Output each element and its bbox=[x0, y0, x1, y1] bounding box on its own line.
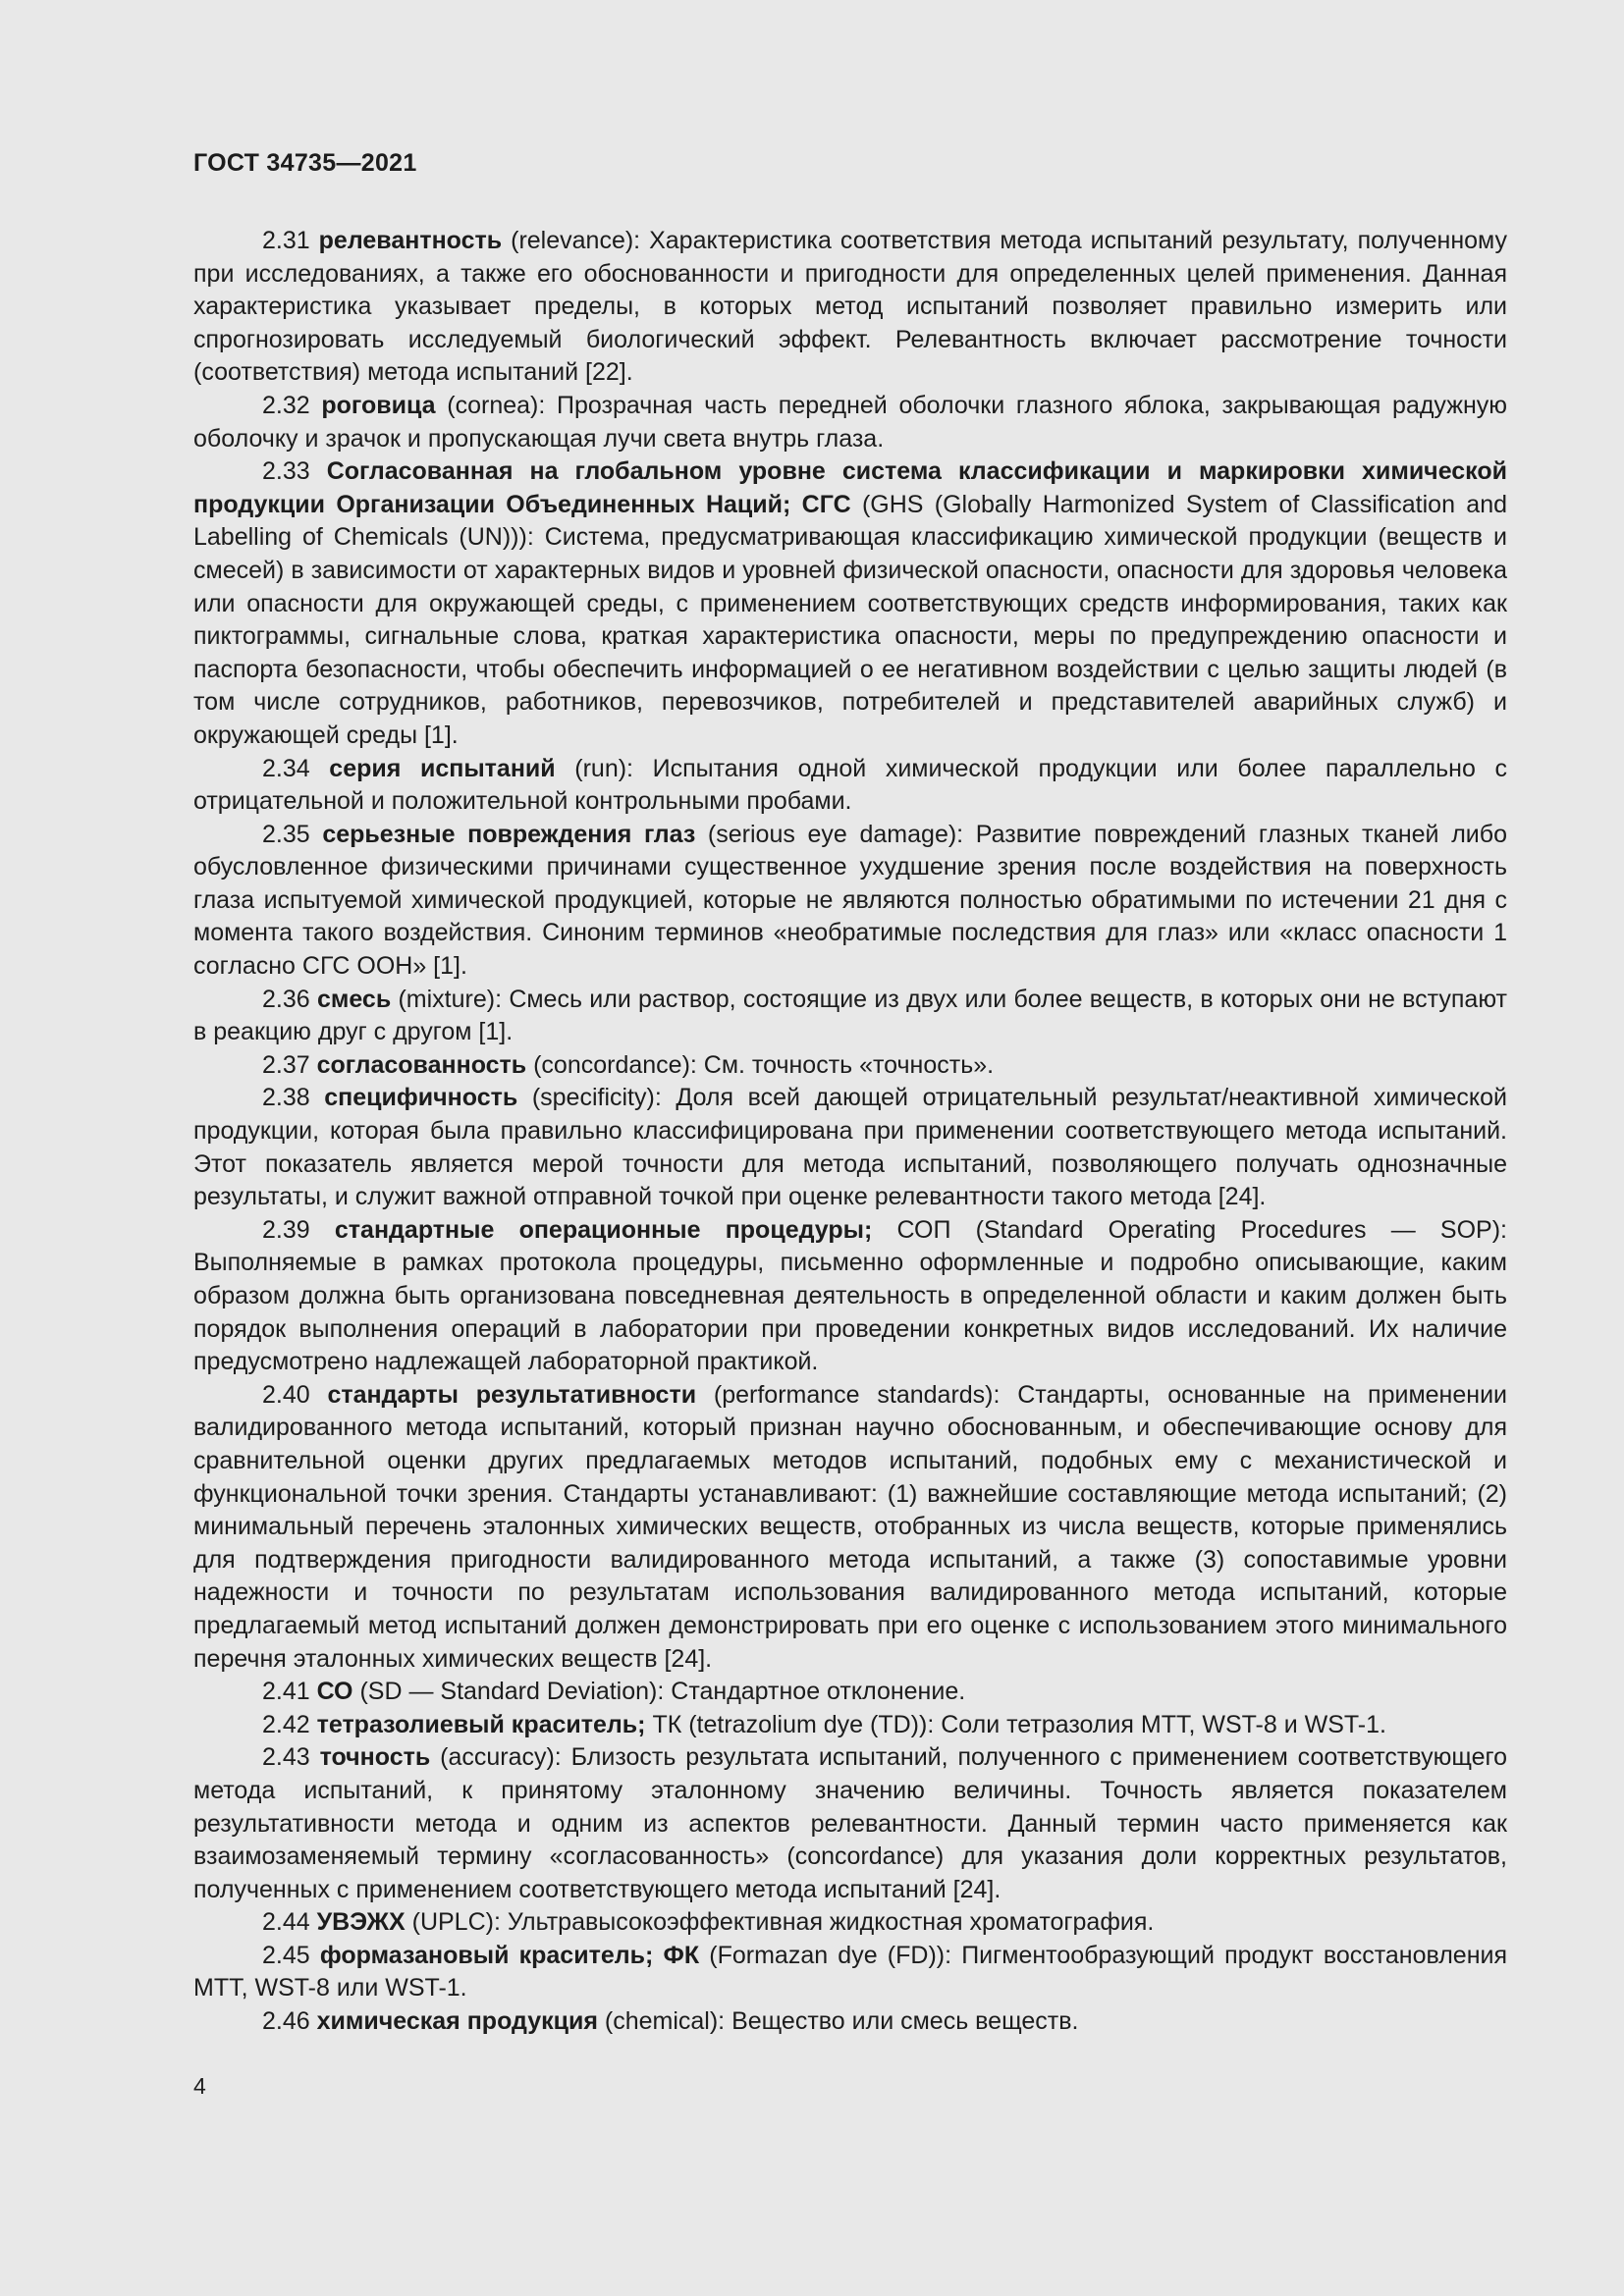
entry-term: точность bbox=[319, 1743, 431, 1772]
entry-number: 2.39 bbox=[262, 1215, 310, 1244]
entry-definition: (mixture): Смесь или раствор, состоящие из двух или более веществ, в которых они не вступают в реакцию друг с другом [1]. bbox=[193, 985, 1507, 1046]
entry-number: 2.36 bbox=[262, 985, 310, 1013]
entry-number: 2.43 bbox=[262, 1743, 310, 1772]
entry-definition: (serious eye damage): Развитие повреждений глазных тканей либо обусловленное физическими причинами существенное ухудшение зрения после воздействия на поверхность глаза испытуемой химической продукцией, которые не являются полностью обратимыми по истечении 21 дня с момента такого воздействия. Синоним терминов «необратимые последствия для глаз» или «класс опасности 1 согласно СГС ООН» [1]. bbox=[193, 820, 1507, 981]
entry-number: 2.40 bbox=[262, 1380, 310, 1409]
entry-number: 2.35 bbox=[262, 820, 310, 848]
entry-term: СО bbox=[316, 1678, 353, 1706]
term-entry-2-40 bbox=[193, 1379, 1507, 1676]
entry-term: релевантность bbox=[318, 227, 503, 254]
term-entry-2-46 bbox=[193, 2005, 1507, 2039]
entry-definition: (GHS (Globally Harmonized System of Classification and Labelling of Chemicals (UN))): Система, предусматривающая классификацию химической продукции (веществ и смесей) в зависимости от характерных видов и уровней физической опасности, опасности для здоровья человека или опасности для окружающей среды, с применением соответствующих средств информирования, таких как пиктограммы, сигнальные слова, краткая характеристика опасности, меры по предупреждению опасности и паспорта безопасности, чтобы обеспечить информацией о ее негативном воздействии с целью защиты людей (в том числе сотрудников, работников, перевозчиков, потребителей и представителей аварийных служб) и окружающей среды [1]. bbox=[193, 490, 1508, 749]
entry-definition: (run): Испытания одной химической продукции или более параллельно с отрицательной и положительной контрольными пробами. bbox=[193, 754, 1507, 816]
entry-definition: (specificity): Доля всей дающей отрицательный результат/неактивной химической продукции, которая была правильно классифицирована при применении соответствующего метода испытаний. Этот показатель является мерой точности для метода испытаний, позволяющего получать однозначные результаты, и служит важной отправной точкой при оценке релевантности такого метода [24]. bbox=[193, 1084, 1507, 1211]
entry-number: 2.37 bbox=[262, 1050, 310, 1079]
term-entry-2-44 bbox=[193, 1906, 1507, 1940]
entry-term: роговица bbox=[321, 391, 436, 419]
term-entry-2-32 bbox=[193, 390, 1507, 455]
entry-definition: (UPLC): Ультравысокоэффективная жидкостная хроматография. bbox=[405, 1908, 1155, 1937]
term-entry-2-39 bbox=[193, 1214, 1507, 1379]
entry-number: 2.44 bbox=[262, 1908, 310, 1937]
term-entry-2-41 bbox=[193, 1676, 1507, 1709]
page-number: 4 bbox=[193, 2073, 206, 2099]
entry-definition: (Formazan dye (FD)): Пигментообразующий продукт восстановления МТТ, WST-8 или WST-1. bbox=[193, 1941, 1508, 2002]
entry-term: серьезные повреждения глаз bbox=[322, 820, 696, 848]
entry-term: согласованность bbox=[316, 1050, 527, 1079]
entry-number: 2.41 bbox=[262, 1678, 310, 1706]
entry-term: УВЭЖХ bbox=[316, 1908, 406, 1937]
entry-term: Согласованная на глобальном уровне система классификации и маркировки химической продукции Организации Объединенных Наций; СГС bbox=[193, 457, 1508, 518]
entry-definition: (cornea): Прозрачная часть передней оболочки глазного яблока, закрывающая радужную оболочку и зрачок и пропускающая лучи света внутрь глаза. bbox=[193, 391, 1507, 453]
entry-definition: (SD — Standard Deviation): Стандартное отклонение. bbox=[352, 1678, 966, 1706]
term-entry-2-37 bbox=[193, 1049, 1507, 1083]
entry-term: стандарты результативности bbox=[327, 1380, 697, 1409]
term-entry-2-38 bbox=[193, 1082, 1507, 1213]
entry-term: смесь bbox=[316, 985, 392, 1013]
entry-term: серия испытаний bbox=[329, 754, 556, 782]
entry-term: специфичность bbox=[324, 1084, 518, 1112]
entry-number: 2.38 bbox=[262, 1084, 310, 1112]
entry-term: стандартные операционные процедуры; bbox=[334, 1215, 873, 1244]
term-entry-2-36 bbox=[193, 984, 1507, 1049]
term-entry-2-42 bbox=[193, 1709, 1507, 1742]
entry-definition: (chemical): Вещество или смесь веществ. bbox=[597, 2007, 1079, 2036]
entry-definition: ТК (tetrazolium dye (TD)): Соли тетразолия МТТ, WST-8 и WST-1. bbox=[645, 1710, 1386, 1738]
entry-number: 2.31 bbox=[262, 227, 310, 254]
term-entry-2-35 bbox=[193, 819, 1507, 984]
entry-term: химическая продукция bbox=[316, 2007, 598, 2036]
term-entry-2-33 bbox=[193, 455, 1507, 752]
entry-definition: (performance standards): Стандарты, основанные на применении валидированного метода испытаний, который признан научно обоснованным, и обеспечивающие основу для сравнительной оценки других предлагаемых методов испытаний, подобных ему с механистической и функциональной точки зрения. Стандарты устанавливают: (1) важнейшие составляющие метода испытаний; (2) минимальный перечень эталонных химических веществ, отобранных из числа веществ, которые применялись для подтверждения пригодности валидированного метода испытаний, а также (3) сопоставимые уровни надежности и точности по результатам использования валидированного метода испытаний, которые предлагаемый метод испытаний должен демонстрировать при его оценке с использованием этого минимального перечня эталонных химических веществ [24]. bbox=[193, 1380, 1507, 1673]
terms-list bbox=[193, 225, 1507, 2039]
entry-number: 2.34 bbox=[262, 754, 310, 782]
entry-term: тетразолиевый краситель; bbox=[316, 1710, 646, 1738]
entry-number: 2.46 bbox=[262, 2007, 310, 2036]
entry-term: формазановый краситель; ФК bbox=[319, 1941, 700, 1969]
entry-definition: (accuracy): Близость результата испытаний, полученного с применением соответствующего метода испытаний, к принятому эталонному значению величины. Точность является показателем результативности метода и одним из аспектов релевантности. Данный термин часто применяется как взаимозаменяемый термину «согласованность» (concordance) для указания доли корректных результатов, полученных с применением соответствующего метода испытаний [24]. bbox=[193, 1743, 1507, 1903]
entry-number: 2.33 bbox=[262, 457, 310, 486]
term-entry-2-45 bbox=[193, 1940, 1507, 2005]
term-entry-2-31 bbox=[193, 225, 1507, 390]
entry-definition: (relevance): Характеристика соответствия метода испытаний результату, полученному при исследованиях, а также его обоснованности и пригодности для определенных целей применения. Данная характеристика указывает пределы, в которых метод испытаний позволяет правильно измерить или спрогнозировать исследуемый биологический эффект. Релевантность включает рассмотрение точности (соответствия) метода испытаний [22]. bbox=[193, 227, 1507, 387]
term-entry-2-43 bbox=[193, 1741, 1507, 1906]
entry-definition: (concordance): См. точность «точность». bbox=[526, 1050, 995, 1079]
term-entry-2-34 bbox=[193, 753, 1507, 819]
entry-number: 2.42 bbox=[262, 1710, 310, 1738]
document-header: ГОСТ 34735—2021 bbox=[193, 149, 417, 177]
entry-definition: СОП (Standard Operating Procedures — SOP): Выполняемые в рамках протокола процедуры, письменно оформленные и подробно описывающие, каким образом должна быть организована повседневная деятельность в определенной области и каким должен быть порядок выполнения операций в лаборатории при проведении конкретных видов исследований. Их наличие предусмотрено надлежащей лабораторной практикой. bbox=[193, 1215, 1507, 1376]
entry-number: 2.45 bbox=[262, 1941, 310, 1969]
entry-number: 2.32 bbox=[262, 391, 310, 419]
